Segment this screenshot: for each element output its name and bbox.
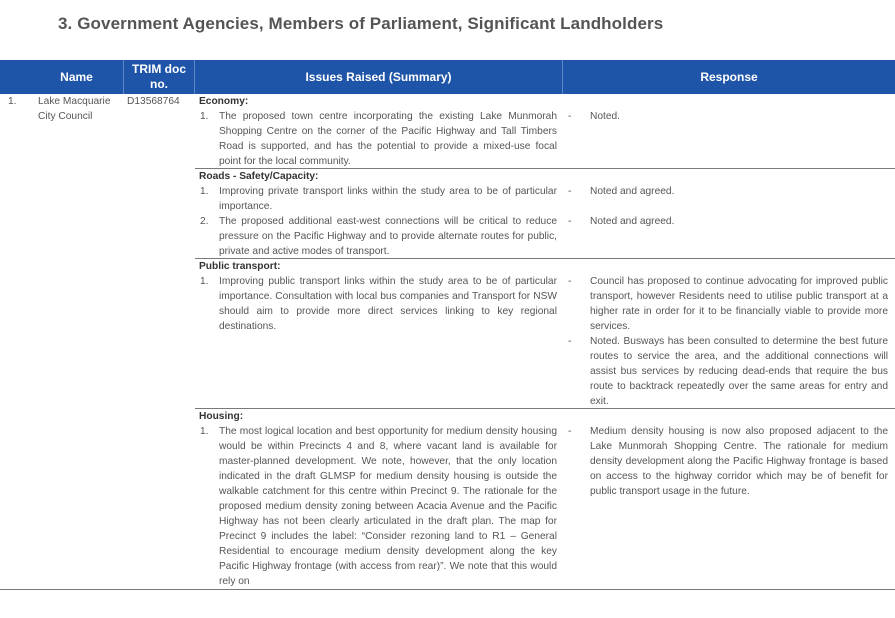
issue-roads-2: The proposed additional east-west connections will be critical to reduce pressure on the Pacific Highway and to provide alternate routes for public, private and active modes of transport. bbox=[219, 216, 557, 257]
issue-roads-1: Improving private transport links within the study area to be of particular importance. bbox=[219, 186, 557, 212]
response-roads-1: Noted and agreed. bbox=[590, 186, 675, 197]
issue-housing-1: The most logical location and best opportunity for medium density housing would be within Precincts 4 and 8, where vacant land is available for master-planned development. We note, however, that the only location indicated in the draft GLMSP for medium density housing is outside the walkable catchment for this centre within Precinct 9. The rationale for the proposed medium density zoning between Acacia Avenue and the Pacific Highway has not been clearly articulated in the draft plan. The map for Precinct 9 includes the label: “Consider rezoning land to R1 – General Residential to encourage medium density development along the key Pacific Highway frontage (with access from rear)”. We note that this would rely on bbox=[219, 426, 557, 587]
issue-number: 2. bbox=[200, 216, 209, 227]
response-public-transport-1: Council has proposed to continue advocating for improved public transport, however Residents need to utilise public transport at a higher rate in order for it to be financially viable to provide more services. bbox=[590, 276, 888, 332]
table-bottom-border bbox=[0, 589, 895, 590]
response-economy-1: Noted. bbox=[590, 111, 621, 122]
response-dash: - bbox=[568, 276, 572, 287]
section-divider bbox=[195, 408, 895, 409]
section-heading-housing: Housing: bbox=[199, 411, 244, 422]
issue-public-transport-1: Improving public transport links within the study area to be of particular importance. Consultation with local bus companies and Transport for NSW should aim to provide more direct services linking to key regional destinations. bbox=[219, 276, 557, 332]
response-dash: - bbox=[568, 426, 572, 437]
submitter-name: Lake Macquarie City Council bbox=[38, 96, 111, 122]
response-public-transport-2: Noted. Busways has been consulted to determine the best future routes to service the area, and the additional connections will assist bus services by reducing dead-ends that require the bus route to backtrack repeatedly over the same areas for entry and exit. bbox=[590, 336, 888, 407]
section-heading-economy: Economy: bbox=[199, 96, 249, 107]
page-title: 3. Government Agencies, Members of Parliament, Significant Landholders bbox=[58, 14, 664, 33]
issue-economy-1: The proposed town centre incorporating the existing Lake Munmorah Shopping Centre on the corner of the Pacific Highway and Tall Timbers Road is supported, and has the potential to provide a mixed-use focal point for the local community. bbox=[219, 111, 557, 167]
issue-number: 1. bbox=[200, 111, 209, 122]
row-number: 1. bbox=[8, 96, 17, 107]
response-roads-2: Noted and agreed. bbox=[590, 216, 675, 227]
response-dash: - bbox=[568, 216, 572, 227]
response-dash: - bbox=[568, 186, 572, 197]
response-housing-1: Medium density housing is now also proposed adjacent to the Lake Munmorah Shopping Centre. The rationale for medium density development along the Pacific Highway frontage is based on access to the highway corridor which may be of benefit for public transport usage in the future. bbox=[590, 426, 888, 497]
header-issues: Issues Raised (Summary) bbox=[305, 69, 452, 84]
issue-number: 1. bbox=[200, 186, 209, 197]
header-trim: TRIM doc no. bbox=[132, 62, 186, 91]
section-heading-roads: Roads - Safety/Capacity: bbox=[199, 171, 319, 182]
issue-number: 1. bbox=[200, 426, 209, 437]
response-dash: - bbox=[568, 111, 572, 122]
issue-number: 1. bbox=[200, 276, 209, 287]
section-divider bbox=[195, 258, 895, 259]
section-heading-public-transport: Public transport: bbox=[199, 261, 281, 272]
table-header bbox=[0, 60, 895, 94]
header-response: Response bbox=[700, 69, 758, 84]
header-name: Name bbox=[60, 69, 93, 84]
response-dash: - bbox=[568, 336, 572, 347]
trim-doc-number: D13568764 bbox=[127, 96, 180, 107]
